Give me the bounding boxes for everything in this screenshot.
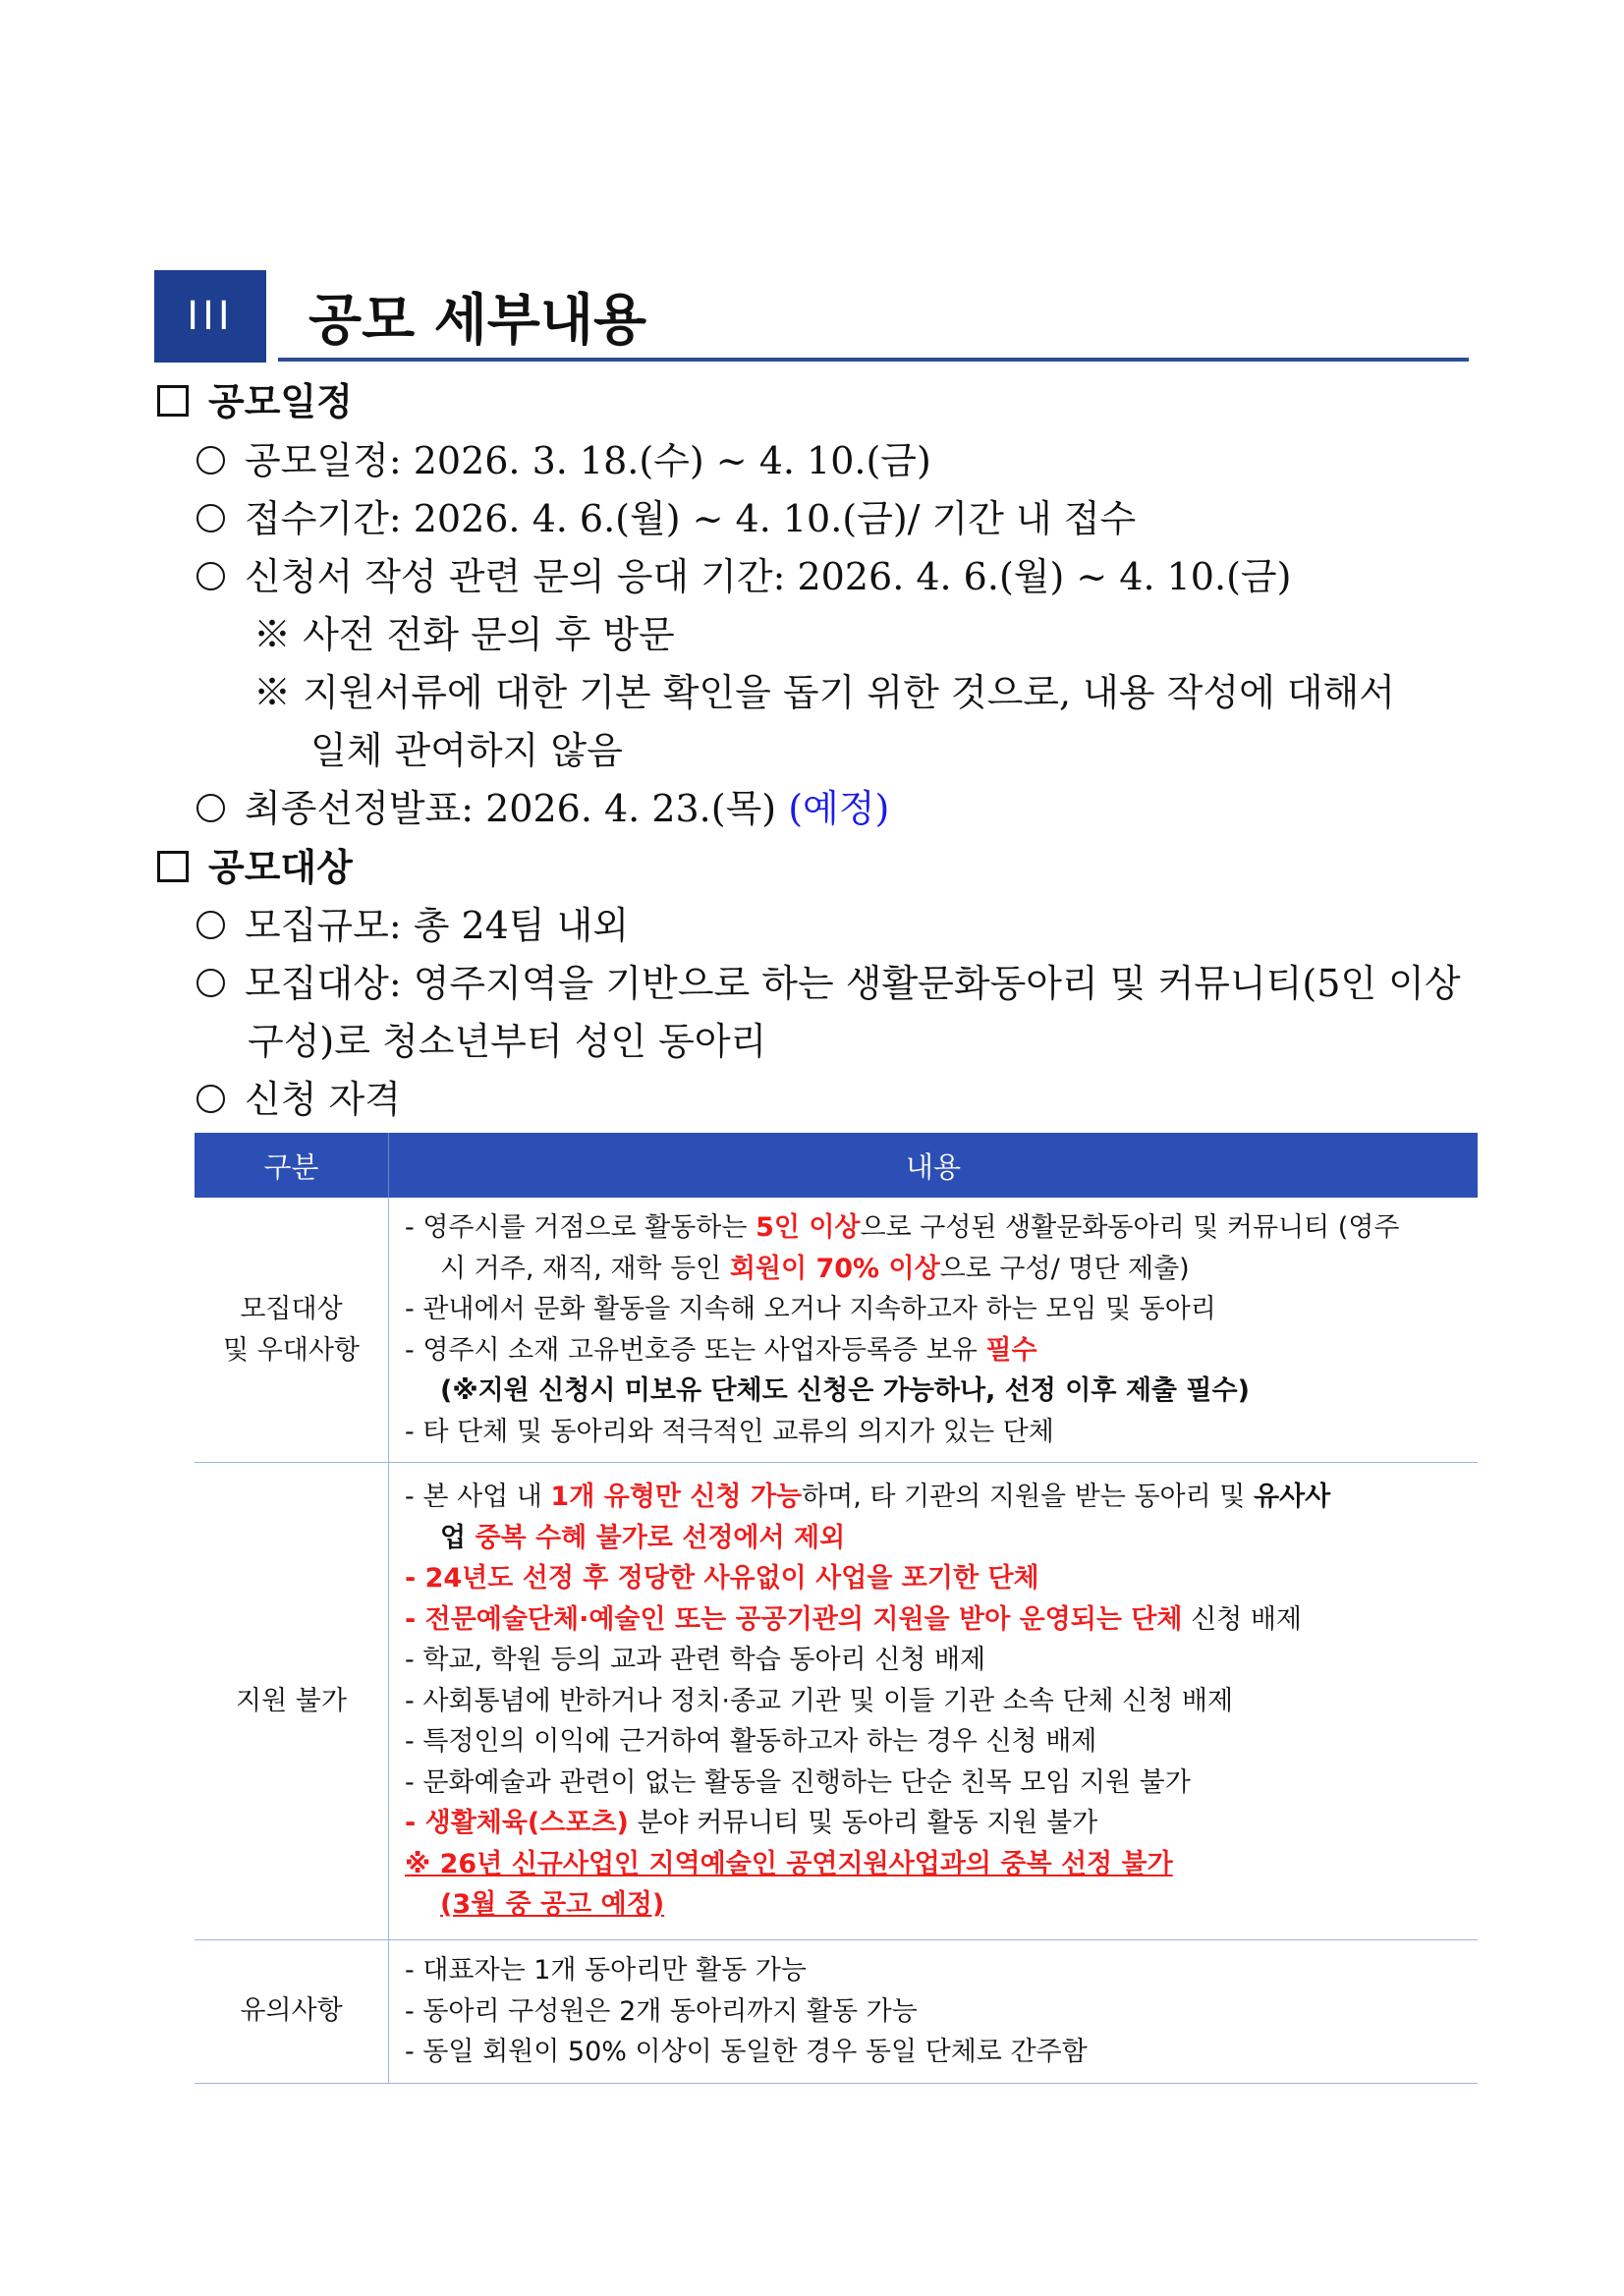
category-label: 및 우대사항 bbox=[223, 1334, 360, 1366]
content-line bbox=[405, 2032, 1466, 2073]
eligibility-table bbox=[195, 1133, 1478, 2084]
content-line bbox=[405, 1518, 1466, 1559]
schedule-heading bbox=[157, 380, 353, 423]
content-line bbox=[405, 1477, 1466, 1518]
content-segment: - 영주시를 거점으로 활동하는 bbox=[405, 1212, 756, 1243]
content-segment: - 특정인의 이익에 근거하여 활동하고자 하는 경우 신청 배제 bbox=[405, 1726, 1097, 1758]
checkbox-square-icon bbox=[157, 851, 189, 882]
row-category bbox=[195, 1940, 389, 2084]
content-segment: - 동아리 구성원은 2개 동아리까지 활동 가능 bbox=[405, 1995, 918, 2027]
schedule-item bbox=[196, 555, 1292, 598]
circle-bullet-icon bbox=[196, 1085, 225, 1113]
target-item bbox=[196, 1078, 401, 1121]
schedule-note: 일체 관여하지 않음 bbox=[310, 729, 623, 772]
content-segment: 5인 이상 bbox=[756, 1212, 861, 1243]
schedule-heading-text: 공모일정 bbox=[208, 380, 353, 423]
schedule-item bbox=[196, 497, 1137, 540]
content-line bbox=[405, 1599, 1466, 1641]
content-segment: 으로 구성된 생활문화동아리 및 커뮤니티 (영주 bbox=[860, 1212, 1400, 1243]
target-item-continued: 구성)로 청소년부터 성인 동아리 bbox=[248, 1020, 767, 1063]
schedule-item bbox=[196, 439, 931, 482]
target-heading-text: 공모대상 bbox=[208, 846, 353, 889]
content-segment: 신청 배제 bbox=[1182, 1603, 1302, 1635]
content-segment: 중복 수혜 불가로 선정에서 제외 bbox=[475, 1522, 846, 1553]
content-line bbox=[405, 1207, 1466, 1249]
row-content bbox=[389, 1940, 1479, 2084]
content-segment: - 학교, 학원 등의 교과 관련 학습 동아리 신청 배제 bbox=[405, 1645, 986, 1676]
schedule-item-text: 접수기간: 2026. 4. 6.(월) ~ 4. 10.(금)/ 기간 내 접수 bbox=[245, 497, 1137, 540]
target-item-text: 모집대상: 영주지역을 기반으로 하는 생활문화동아리 및 커뮤니티(5인 이상 bbox=[245, 962, 1461, 1005]
header-category: 구분 bbox=[195, 1133, 389, 1198]
content-segment: ※ 26년 신규사업인 지역예술인 공연지원사업과의 중복 선정 불가 bbox=[405, 1848, 1173, 1879]
content-segment: (※지원 신청시 미보유 단체도 신청은 가능하나, 선정 이후 제출 필수) bbox=[440, 1375, 1250, 1406]
content-segment: - 관내에서 문화 활동을 지속해 오거나 지속하고자 하는 모임 및 동아리 bbox=[405, 1294, 1216, 1324]
content-segment: - 생활체육(스포츠) bbox=[405, 1808, 629, 1839]
content-line bbox=[405, 1681, 1466, 1722]
content-line bbox=[405, 1950, 1466, 1991]
final-announcement-text: 최종선정발표: 2026. 4. 23.(목) bbox=[245, 787, 777, 830]
schedule-note: ※ 지원서류에 대한 기본 확인을 돕기 위한 것으로, 내용 작성에 대해서 bbox=[253, 671, 1395, 714]
category-label: 유의사항 bbox=[240, 1995, 343, 2027]
row-category bbox=[195, 1463, 389, 1940]
section-title: 공모 세부내용 bbox=[308, 289, 647, 353]
content-segment: 유사사 bbox=[1253, 1482, 1331, 1513]
circle-bullet-icon bbox=[196, 504, 225, 532]
content-line bbox=[405, 1558, 1466, 1599]
content-segment: - 본 사업 내 bbox=[405, 1482, 551, 1513]
circle-bullet-icon bbox=[196, 911, 225, 939]
content-line bbox=[405, 1763, 1466, 1804]
circle-bullet-icon bbox=[196, 969, 225, 997]
row-content bbox=[389, 1198, 1479, 1463]
circle-bullet-icon bbox=[196, 794, 225, 822]
content-line bbox=[405, 1844, 1466, 1885]
content-line bbox=[405, 1721, 1466, 1763]
header-content: 내용 bbox=[389, 1133, 1479, 1198]
table-row bbox=[195, 1198, 1478, 1463]
table-row bbox=[195, 1463, 1478, 1940]
tentative-tag: (예정) bbox=[788, 787, 890, 830]
content-segment: 분야 커뮤니티 및 동아리 활동 지원 불가 bbox=[628, 1808, 1098, 1839]
content-line bbox=[405, 1330, 1466, 1372]
target-heading bbox=[157, 846, 353, 889]
content-line bbox=[405, 1412, 1466, 1453]
content-segment: - 전문예술단체·예술인 또는 공공기관의 지원을 받아 운영되는 단체 bbox=[405, 1603, 1183, 1635]
content-segment: - 24년도 선정 후 정당한 사유없이 사업을 포기한 단체 bbox=[405, 1563, 1039, 1595]
section-number-badge: III bbox=[154, 270, 266, 363]
schedule-item-final bbox=[196, 787, 890, 830]
content-segment: - 동일 회원이 50% 이상이 동일한 경우 동일 단체로 간주함 bbox=[405, 2037, 1088, 2067]
table-header-row bbox=[195, 1133, 1478, 1198]
content-line bbox=[405, 1371, 1466, 1412]
content-segment: 시 거주, 재직, 재학 등인 bbox=[440, 1253, 730, 1284]
target-item bbox=[196, 962, 1461, 1005]
target-item bbox=[196, 904, 630, 947]
content-segment: 으로 구성/ 명단 제출) bbox=[939, 1253, 1190, 1284]
category-label: 모집대상 bbox=[240, 1293, 343, 1324]
circle-bullet-icon bbox=[196, 562, 225, 590]
content-line bbox=[405, 1640, 1466, 1681]
content-segment: 하며, 타 기관의 지원을 받는 동아리 및 bbox=[802, 1482, 1254, 1513]
schedule-item-text: 신청서 작성 관련 문의 응대 기간: 2026. 4. 6.(월) ~ 4. 10.(금) bbox=[245, 555, 1292, 598]
content-segment: 필수 bbox=[985, 1334, 1037, 1366]
content-line bbox=[405, 1991, 1466, 2033]
content-line bbox=[405, 1249, 1466, 1290]
schedule-item-text: 공모일정: 2026. 3. 18.(수) ~ 4. 10.(금) bbox=[245, 439, 931, 482]
content-segment: - 사회통념에 반하거나 정치·종교 기관 및 이들 기관 소속 단체 신청 배제 bbox=[405, 1685, 1234, 1716]
row-content bbox=[389, 1463, 1479, 1940]
content-line bbox=[405, 1803, 1466, 1844]
target-item-text: 모집규모: 총 24팀 내외 bbox=[245, 904, 630, 947]
table-row bbox=[195, 1940, 1478, 2084]
target-item-text: 신청 자격 bbox=[245, 1078, 401, 1121]
content-segment: - 대표자는 1개 동아리만 활동 가능 bbox=[405, 1955, 807, 1986]
content-segment: 1개 유형만 신청 가능 bbox=[550, 1482, 803, 1513]
content-line bbox=[405, 1289, 1466, 1330]
category-label: 지원 불가 bbox=[236, 1685, 347, 1716]
content-segment: - 문화예술과 관련이 없는 활동을 진행하는 단순 친목 모임 지원 불가 bbox=[405, 1766, 1191, 1798]
content-segment: 업 bbox=[440, 1522, 476, 1553]
content-line bbox=[405, 1884, 1466, 1926]
content-segment: (3월 중 공고 예정) bbox=[440, 1889, 665, 1921]
content-segment: - 타 단체 및 동아리와 적극적인 교류의 의지가 있는 단체 bbox=[405, 1416, 1054, 1447]
content-segment: 회원이 70% 이상 bbox=[729, 1253, 940, 1284]
row-category bbox=[195, 1198, 389, 1463]
schedule-note: ※ 사전 전화 문의 후 방문 bbox=[253, 613, 675, 656]
checkbox-square-icon bbox=[157, 385, 189, 417]
section-underline bbox=[278, 358, 1469, 362]
circle-bullet-icon bbox=[196, 446, 225, 475]
content-segment: - 영주시 소재 고유번호증 또는 사업자등록증 보유 bbox=[405, 1334, 986, 1366]
